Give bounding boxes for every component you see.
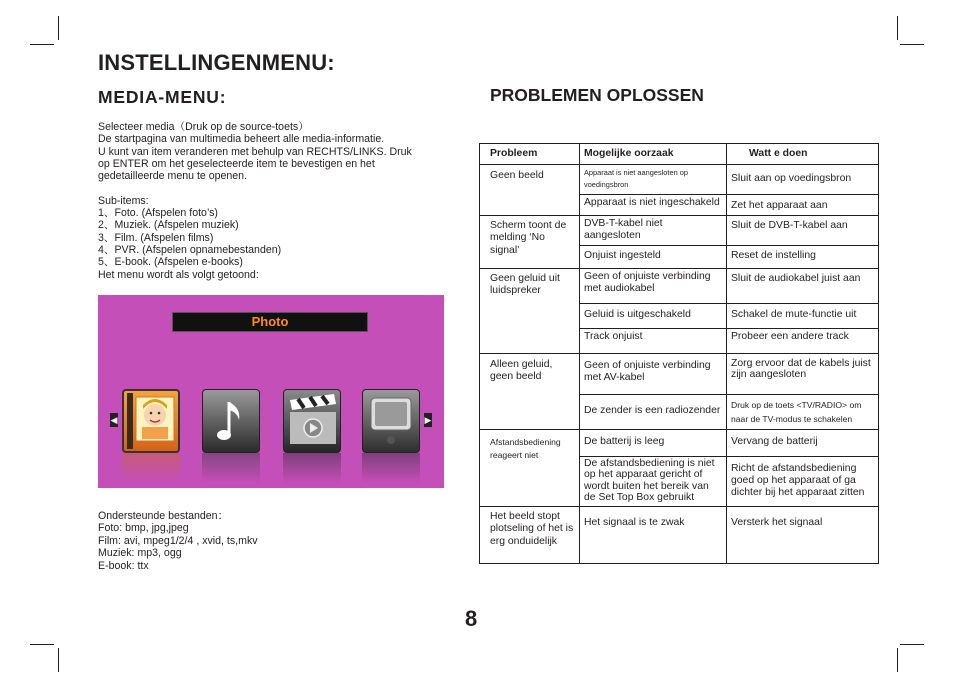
- supported-line: E-book: ttx: [98, 559, 149, 572]
- action-cell: Sluit de audiokabel juist aan: [727, 268, 879, 303]
- subitem-line: Sub-items:: [98, 194, 149, 207]
- header-cause: Mogelijke oorzaak: [580, 144, 727, 165]
- table-row: [480, 506, 879, 563]
- table-row: [480, 215, 879, 245]
- cause-cell: DVB-T-kabel niet aangesloten: [580, 215, 727, 245]
- header-action: Watt e doen: [727, 144, 879, 165]
- crop-mark: [897, 16, 898, 40]
- problem-cell: Het beeld stopt plotseling of het is erg onduidelijk: [480, 506, 580, 563]
- action-cell: Vervang de batterij: [727, 429, 879, 456]
- troubleshooting-table: [479, 143, 879, 564]
- cause-cell: Apparaat is niet ingeschakeld: [580, 194, 727, 215]
- right-arrow-icon: ▶: [424, 415, 432, 425]
- media-menu-heading: MEDIA-MENU:: [98, 87, 227, 107]
- subitem-line: 3、Film. (Afspelen films): [98, 231, 214, 244]
- action-cell: Sluit de DVB-T-kabel aan: [727, 215, 879, 245]
- intro-line: U kunt van item veranderen met behulp van RECHTS/LINKS. Druk: [98, 145, 412, 158]
- cause-cell: De afstandsbediening is niet op het apparaat gericht of wordt buiten het bereik van de Set Top Box gebruikt: [580, 456, 727, 506]
- subitem-line: 2、Muziek. (Afspelen muziek): [98, 219, 239, 232]
- action-cell: Probeer een andere track: [727, 328, 879, 353]
- supported-files: [98, 510, 258, 572]
- subitem-line: 5、E-book. (Afspelen e-books): [98, 256, 243, 269]
- action-cell: Sluit aan op voedingsbron: [727, 165, 879, 195]
- cause-cell: De zender is een radiozender: [580, 394, 727, 429]
- troubleshooting-heading: PROBLEMEN OPLOSSEN: [490, 85, 704, 105]
- cause-cell: Track onjuist: [580, 328, 727, 353]
- problem-cell: Geen geluid uit luidspreker: [480, 268, 580, 353]
- action-cell: Zorg ervoor dat de kabels juist zijn aangesloten: [727, 353, 879, 394]
- crop-mark: [900, 44, 924, 45]
- page-title: INSTELLINGENMENU:: [98, 50, 335, 75]
- crop-mark: [897, 648, 898, 672]
- cause-cell: De batterij is leeg: [580, 429, 727, 456]
- cause-cell: Geen of onjuiste verbinding met audiokabel: [580, 268, 727, 303]
- crop-mark: [58, 16, 59, 40]
- action-cell: Richt de afstandsbediening goed op het apparaat of ga dichter bij het apparaat zitten: [727, 456, 879, 506]
- problem-cell: Scherm toont de melding ‘No signal’: [480, 215, 580, 268]
- crop-mark: [900, 644, 924, 645]
- action-cell: Reset de instelling: [727, 245, 879, 268]
- cause-cell: Het signaal is te zwak: [580, 506, 727, 563]
- table-row: [480, 353, 879, 394]
- intro-line: Selecteer media（Druk op de source-toets）: [98, 121, 309, 133]
- action-cell: Schakel de mute-functie uit: [727, 303, 879, 328]
- intro-line: De startpagina van multimedia beheert alle media-informatie.: [98, 133, 385, 146]
- problem-cell: Alleen geluid, geen beeld: [480, 353, 580, 429]
- cause-cell: Geen of onjuiste verbinding met AV-kabel: [580, 353, 727, 394]
- problem-cell: Afstandsbediening reageert niet: [480, 429, 580, 506]
- intro-line: op ENTER om het geselecteerde item te bevestigen en het: [98, 157, 375, 170]
- page-number: 8: [465, 606, 478, 631]
- subitem-line: 1、Foto. (Afspelen foto’s): [98, 207, 218, 220]
- table-row: [480, 268, 879, 303]
- action-cell: Versterk het signaal: [727, 506, 879, 563]
- selected-item-label: Photo: [251, 314, 289, 329]
- left-arrow-icon: ◀: [110, 415, 118, 425]
- supported-line: Ondersteunde bestanden：: [98, 510, 229, 522]
- crop-mark: [58, 648, 59, 672]
- subitem-line: Het menu wordt als volgt getoond:: [98, 268, 259, 281]
- table-row: [480, 429, 879, 456]
- problem-cell: Geen beeld: [480, 165, 580, 216]
- header-problem: Probleem: [480, 144, 580, 165]
- media-instructions: [98, 121, 443, 281]
- cause-cell: Geluid is uitgeschakeld: [580, 303, 727, 328]
- music-note-icon: [202, 389, 260, 453]
- table-row: [480, 165, 879, 195]
- intro-line: gedetailleerde menu te openen.: [98, 170, 248, 183]
- clapperboard-icon: [283, 389, 341, 453]
- supported-line: Foto: bmp, jpg,jpeg: [98, 522, 189, 535]
- subitem-line: 4、PVR. (Afspelen opnamebestanden): [98, 243, 282, 256]
- action-cell: Zet het apparaat aan: [727, 194, 879, 215]
- supported-line: Film: avi, mpeg1/2/4 , xvid, ts,mkv: [98, 534, 258, 547]
- table-header-row: [480, 144, 879, 165]
- cause-cell: Onjuist ingesteld: [580, 245, 727, 268]
- tv-icon: [362, 389, 420, 453]
- crop-mark: [30, 644, 54, 645]
- crop-mark: [30, 44, 54, 45]
- photo-icon: [122, 389, 180, 453]
- action-cell: Druk op de toets <TV/RADIO> om naar de TV-modus te schakelen: [727, 394, 879, 429]
- media-menu-screenshot: [98, 295, 444, 488]
- supported-line: Muziek: mp3, ogg: [98, 547, 182, 560]
- selected-item-bar: [172, 312, 368, 332]
- cause-cell: Apparaat is niet aangesloten op voedingsbron: [580, 165, 727, 195]
